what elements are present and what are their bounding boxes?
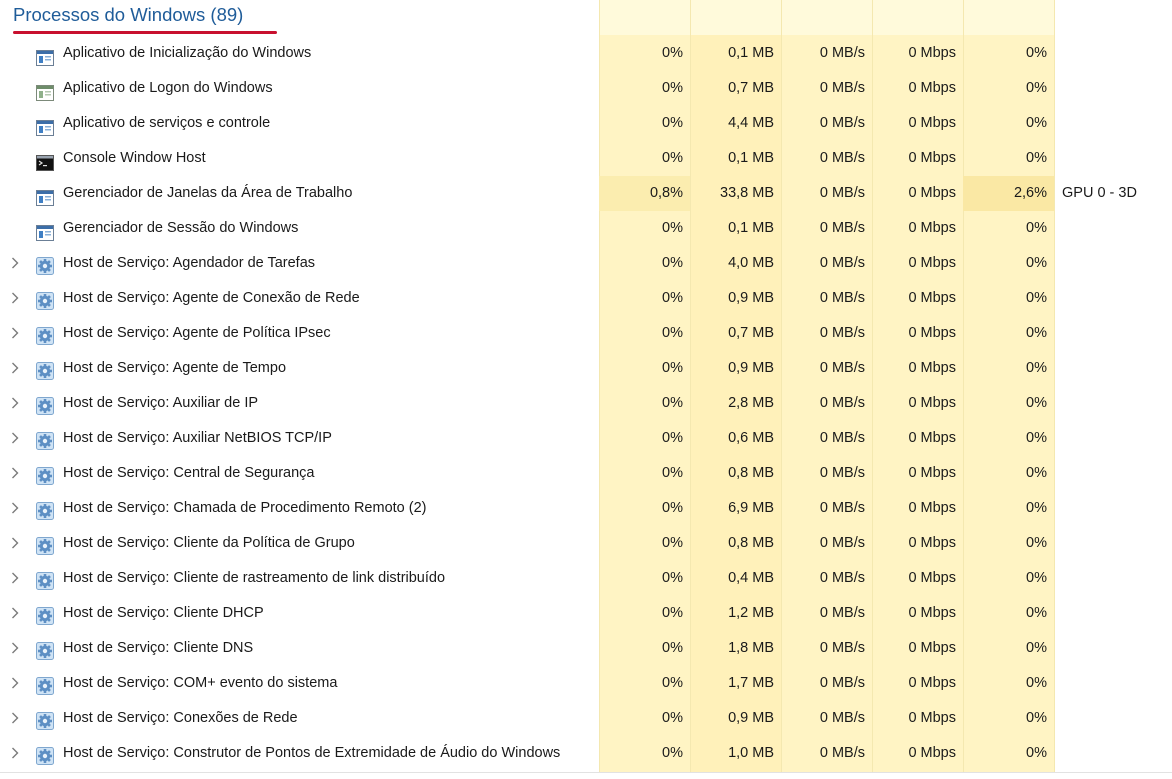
process-row[interactable] xyxy=(0,491,1172,526)
gpu-value: 0% xyxy=(1026,710,1047,726)
cpu-value: 0% xyxy=(662,45,683,61)
memory-value: 0,1 MB xyxy=(728,220,774,236)
process-name: Host de Serviço: Agendador de Tarefas xyxy=(63,255,316,271)
network-value: 0 Mbps xyxy=(908,570,956,586)
memory-value: 6,9 MB xyxy=(728,500,774,516)
chevron-right-icon[interactable] xyxy=(9,421,21,456)
network-value: 0 Mbps xyxy=(908,710,956,726)
cpu-value: 0% xyxy=(662,115,683,131)
network-value: 0 Mbps xyxy=(908,675,956,691)
window-app-icon xyxy=(36,220,54,236)
gear-icon xyxy=(36,744,54,760)
chevron-right-icon[interactable] xyxy=(9,351,21,386)
process-row[interactable] xyxy=(0,141,1172,176)
gpu-engine-value: GPU 0 - 3D xyxy=(1062,185,1137,201)
gear-icon xyxy=(36,254,54,270)
memory-value: 4,4 MB xyxy=(728,115,774,131)
cpu-value: 0% xyxy=(662,605,683,621)
chevron-right-icon[interactable] xyxy=(9,526,21,561)
window-logon-icon xyxy=(36,80,54,96)
memory-value: 0,7 MB xyxy=(728,80,774,96)
window-app-icon xyxy=(36,115,54,131)
gpu-value: 0% xyxy=(1026,745,1047,761)
process-row[interactable] xyxy=(0,456,1172,491)
network-value: 0 Mbps xyxy=(908,45,956,61)
cpu-value: 0% xyxy=(662,150,683,166)
cpu-value: 0% xyxy=(662,535,683,551)
cpu-value: 0% xyxy=(662,255,683,271)
chevron-right-icon[interactable] xyxy=(9,281,21,316)
network-value: 0 Mbps xyxy=(908,325,956,341)
memory-value: 2,8 MB xyxy=(728,395,774,411)
network-value: 0 Mbps xyxy=(908,150,956,166)
process-name: Host de Serviço: Conexões de Rede xyxy=(63,710,298,726)
gpu-value: 0% xyxy=(1026,80,1047,96)
memory-value: 1,2 MB xyxy=(728,605,774,621)
gear-icon xyxy=(36,499,54,515)
disk-value: 0 MB/s xyxy=(819,150,865,166)
window-app-icon xyxy=(36,45,54,61)
process-name: Host de Serviço: Agente de Tempo xyxy=(63,360,287,376)
process-row[interactable] xyxy=(0,36,1172,71)
network-value: 0 Mbps xyxy=(908,80,956,96)
gear-icon xyxy=(36,569,54,585)
memory-value: 0,9 MB xyxy=(728,360,774,376)
memory-value: 0,9 MB xyxy=(728,290,774,306)
chevron-right-icon[interactable] xyxy=(9,456,21,491)
network-value: 0 Mbps xyxy=(908,465,956,481)
process-row[interactable] xyxy=(0,526,1172,561)
disk-value: 0 MB/s xyxy=(819,535,865,551)
gpu-value: 0% xyxy=(1026,605,1047,621)
gear-icon xyxy=(36,604,54,620)
memory-value: 0,8 MB xyxy=(728,465,774,481)
disk-value: 0 MB/s xyxy=(819,220,865,236)
disk-value: 0 MB/s xyxy=(819,360,865,376)
process-name: Host de Serviço: Cliente DHCP xyxy=(63,605,264,621)
cpu-value: 0,8% xyxy=(599,176,690,211)
process-row[interactable] xyxy=(0,666,1172,701)
process-row[interactable] xyxy=(0,281,1172,316)
disk-value: 0 MB/s xyxy=(819,500,865,516)
process-name: Aplicativo de Inicialização do Windows xyxy=(63,45,312,61)
process-row[interactable] xyxy=(0,211,1172,246)
process-row[interactable] xyxy=(0,421,1172,456)
group-header[interactable] xyxy=(13,4,243,34)
network-value: 0 Mbps xyxy=(908,220,956,236)
process-name: Host de Serviço: Auxiliar de IP xyxy=(63,395,259,411)
disk-value: 0 MB/s xyxy=(819,395,865,411)
process-row[interactable] xyxy=(0,176,1172,211)
gpu-value: 0% xyxy=(1026,640,1047,656)
disk-value: 0 MB/s xyxy=(819,570,865,586)
cpu-value: 0% xyxy=(662,465,683,481)
cpu-value: 0% xyxy=(662,710,683,726)
disk-value: 0 MB/s xyxy=(819,255,865,271)
network-value: 0 Mbps xyxy=(908,640,956,656)
process-row[interactable] xyxy=(0,246,1172,281)
gear-icon xyxy=(36,394,54,410)
memory-value: 1,7 MB xyxy=(728,675,774,691)
network-value: 0 Mbps xyxy=(908,360,956,376)
gear-icon xyxy=(36,429,54,445)
network-value: 0 Mbps xyxy=(908,395,956,411)
disk-value: 0 MB/s xyxy=(819,605,865,621)
chevron-right-icon[interactable] xyxy=(9,386,21,421)
gpu-value: 0% xyxy=(1026,255,1047,271)
process-list xyxy=(0,36,1172,771)
chevron-right-icon[interactable] xyxy=(9,666,21,701)
gpu-value: 0% xyxy=(1026,360,1047,376)
memory-value: 0,1 MB xyxy=(728,150,774,166)
gpu-value: 0% xyxy=(1026,115,1047,131)
cpu-value: 0% xyxy=(662,290,683,306)
gear-icon xyxy=(36,359,54,375)
cpu-value: 0% xyxy=(662,325,683,341)
gear-icon xyxy=(36,709,54,725)
disk-value: 0 MB/s xyxy=(819,185,865,201)
memory-value: 0,4 MB xyxy=(728,570,774,586)
process-name: Console Window Host xyxy=(63,150,206,166)
network-value: 0 Mbps xyxy=(908,290,956,306)
memory-value: 1,0 MB xyxy=(728,745,774,761)
gpu-value: 0% xyxy=(1026,535,1047,551)
process-name: Gerenciador de Janelas da Área de Trabalho xyxy=(63,185,353,201)
disk-value: 0 MB/s xyxy=(819,290,865,306)
network-value: 0 Mbps xyxy=(908,255,956,271)
gpu-value: 0% xyxy=(1026,290,1047,306)
process-name: Host de Serviço: Central de Segurança xyxy=(63,465,315,481)
disk-value: 0 MB/s xyxy=(819,45,865,61)
gpu-value: 0% xyxy=(1026,570,1047,586)
process-row[interactable] xyxy=(0,316,1172,351)
process-row[interactable] xyxy=(0,351,1172,386)
cpu-value: 0% xyxy=(662,745,683,761)
network-value: 0 Mbps xyxy=(908,430,956,446)
memory-value: 1,8 MB xyxy=(728,640,774,656)
memory-value: 0,6 MB xyxy=(728,430,774,446)
network-value: 0 Mbps xyxy=(908,745,956,761)
disk-value: 0 MB/s xyxy=(819,465,865,481)
chevron-right-icon[interactable] xyxy=(9,561,21,596)
process-name: Aplicativo de Logon do Windows xyxy=(63,80,273,96)
gpu-value: 0% xyxy=(1026,500,1047,516)
process-name: Host de Serviço: Agente de Política IPsec xyxy=(63,325,331,341)
cpu-value: 0% xyxy=(662,640,683,656)
cpu-value: 0% xyxy=(662,360,683,376)
process-name: Host de Serviço: Cliente DNS xyxy=(63,640,254,656)
gpu-value: 0% xyxy=(1026,150,1047,166)
process-row[interactable] xyxy=(0,701,1172,736)
gpu-value: 0% xyxy=(1026,675,1047,691)
disk-value: 0 MB/s xyxy=(819,115,865,131)
disk-value: 0 MB/s xyxy=(819,430,865,446)
gear-icon xyxy=(36,324,54,340)
cpu-value: 0% xyxy=(662,675,683,691)
process-row[interactable] xyxy=(0,596,1172,631)
memory-value: 4,0 MB xyxy=(728,255,774,271)
network-value: 0 Mbps xyxy=(908,115,956,131)
gear-icon xyxy=(36,289,54,305)
process-name: Aplicativo de serviços e controle xyxy=(63,115,271,131)
process-name: Host de Serviço: Construtor de Pontos de Extremidade de Áudio do Windows xyxy=(63,745,561,761)
network-value: 0 Mbps xyxy=(908,500,956,516)
gpu-value: 0% xyxy=(1026,395,1047,411)
process-row[interactable] xyxy=(0,71,1172,106)
process-row[interactable] xyxy=(0,736,1172,771)
disk-value: 0 MB/s xyxy=(819,675,865,691)
gpu-value: 0% xyxy=(1026,465,1047,481)
memory-value: 0,1 MB xyxy=(728,45,774,61)
chevron-right-icon[interactable] xyxy=(9,316,21,351)
console-icon xyxy=(36,150,54,166)
disk-value: 0 MB/s xyxy=(819,640,865,656)
disk-value: 0 MB/s xyxy=(819,710,865,726)
disk-value: 0 MB/s xyxy=(819,745,865,761)
disk-value: 0 MB/s xyxy=(819,80,865,96)
cpu-value: 0% xyxy=(662,220,683,236)
chevron-right-icon[interactable] xyxy=(9,596,21,631)
process-name: Host de Serviço: COM+ evento do sistema xyxy=(63,675,338,691)
gpu-value: 0% xyxy=(1026,325,1047,341)
cpu-value: 0% xyxy=(662,80,683,96)
gpu-value: 2,6% xyxy=(963,176,1054,211)
gpu-value: 0% xyxy=(1026,220,1047,236)
memory-value: 0,7 MB xyxy=(728,325,774,341)
gpu-value: 0% xyxy=(1026,45,1047,61)
group-title: Processos do Windows (89) xyxy=(13,4,244,25)
group-title-underline xyxy=(13,31,277,34)
network-value: 0 Mbps xyxy=(908,535,956,551)
network-value: 0 Mbps xyxy=(908,185,956,201)
process-name: Host de Serviço: Chamada de Procedimento Remoto (2) xyxy=(63,500,427,516)
process-row[interactable] xyxy=(0,631,1172,666)
memory-value: 0,8 MB xyxy=(728,535,774,551)
process-name: Host de Serviço: Auxiliar NetBIOS TCP/IP xyxy=(63,430,332,446)
process-name: Gerenciador de Sessão do Windows xyxy=(63,220,299,236)
chevron-right-icon[interactable] xyxy=(9,631,21,666)
gear-icon xyxy=(36,639,54,655)
header-band xyxy=(599,0,1054,35)
process-row[interactable] xyxy=(0,561,1172,596)
chevron-right-icon[interactable] xyxy=(9,701,21,736)
process-row[interactable] xyxy=(0,386,1172,421)
gpu-value: 0% xyxy=(1026,430,1047,446)
process-name: Host de Serviço: Cliente da Política de Grupo xyxy=(63,535,355,551)
network-value: 0 Mbps xyxy=(908,605,956,621)
cpu-value: 0% xyxy=(662,500,683,516)
chevron-right-icon[interactable] xyxy=(9,736,21,771)
gear-icon xyxy=(36,674,54,690)
chevron-right-icon[interactable] xyxy=(9,246,21,281)
gear-icon xyxy=(36,464,54,480)
disk-value: 0 MB/s xyxy=(819,325,865,341)
gear-icon xyxy=(36,534,54,550)
cpu-value: 0% xyxy=(662,430,683,446)
memory-value: 0,9 MB xyxy=(728,710,774,726)
chevron-right-icon[interactable] xyxy=(9,491,21,526)
window-app-icon xyxy=(36,185,54,201)
process-name: Host de Serviço: Agente de Conexão de Rede xyxy=(63,290,360,306)
process-row[interactable] xyxy=(0,106,1172,141)
cpu-value: 0% xyxy=(662,395,683,411)
cpu-value: 0% xyxy=(662,570,683,586)
process-name: Host de Serviço: Cliente de rastreamento de link distribuído xyxy=(63,570,446,586)
memory-value: 33,8 MB xyxy=(720,185,774,201)
